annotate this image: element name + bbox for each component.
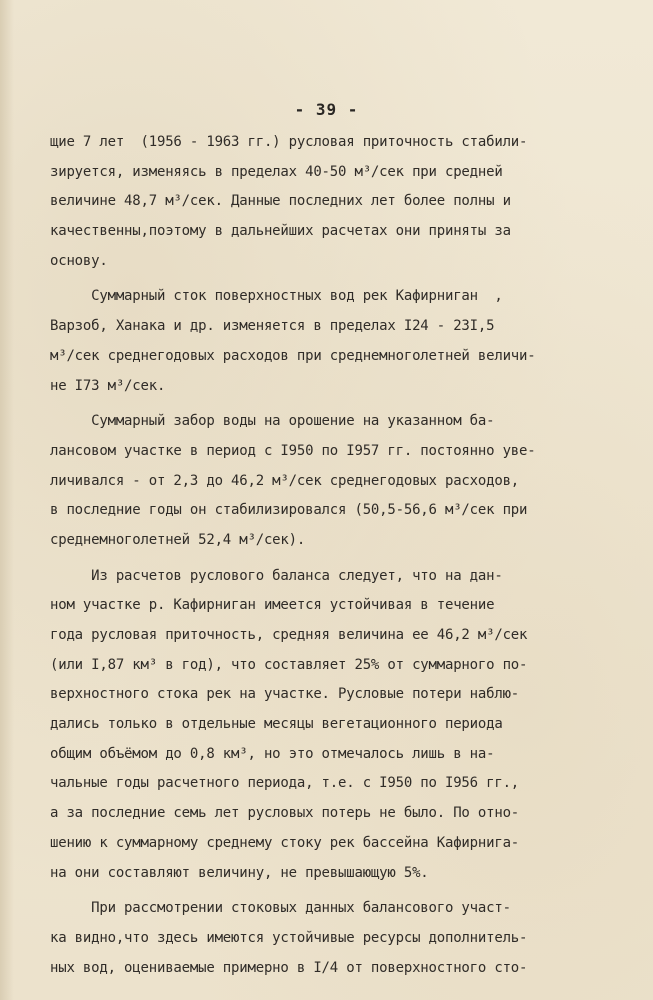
text-line: на они составляют величину, не превышающую 5%. [50, 864, 429, 881]
text-line: Варзоб, Ханака и др. изменяется в пределах I24 - 23I,5 [50, 318, 495, 335]
body-text [50, 128, 590, 983]
text-line: Суммарный сток поверхностных вод рек Кафирниган , [50, 288, 503, 305]
text-line: щие 7 лет (1956 - 1963 гг.) русловая приточность стабили- [50, 134, 528, 150]
text-line: ка видно,что здесь имеются устойчивые ресурсы дополнитель- [50, 929, 528, 946]
page-number: - 39 - [294, 100, 359, 119]
text-line: личивался - от 2,3 до 46,2 м³/сек среднегодовых расходов, [50, 472, 520, 489]
text-line: ных вод, оцениваемые примерно в I/4 от поверхностного сто- [50, 959, 528, 976]
text-line: года русловая приточность, средняя величина ее 46,2 м³/сек [50, 627, 528, 643]
text-line: Суммарный забор воды на орошение на указанном ба- [50, 413, 495, 430]
text-line: общим объёмом до 0,8 км³, но это отмечалось лишь в на- [50, 745, 495, 762]
text-line: м³/сек среднегодовых расходов при среднемноголетней величи- [50, 347, 536, 364]
text-line: ном участке р. Кафирниган имеется устойчивая в течение [50, 597, 495, 614]
text-line: Из расчетов руслового баланса следует, что на дан- [50, 567, 503, 584]
text-line: лансовом участке в период с I950 по I957 гг. постоянно увe- [50, 442, 536, 459]
text-line: среднемноголетней 52,4 м³/сек). [50, 531, 306, 548]
text-line: шению к суммарному среднему стоку рек бассейна Кафирнига- [50, 834, 520, 851]
text-line: (или I,87 км³ в год), что составляет 25% от суммарного по- [50, 656, 528, 673]
text-line: качественны,поэтому в дальнейших расчетах они приняты за [50, 223, 511, 240]
text-line: чальные годы расчетного периода, т.е. с I950 по I956 гг., [50, 775, 520, 792]
text-line: При рассмотрении стоковых данных балансового участ- [50, 900, 511, 917]
text-line: а за последние семь лет русловых потерь не было. По отно- [50, 805, 520, 822]
text-line: величине 48,7 м³/сек. Данные последних лет более полны и [50, 193, 511, 210]
text-line: верхностного стока рек на участке. Русловые потери наблю- [50, 686, 520, 703]
text-line: зируется, изменяясь в пределах 40-50 м³/сек при средней [50, 163, 503, 180]
binding-edge [0, 0, 14, 1000]
text-line: основу. [50, 252, 108, 269]
text-line: дались только в отдельные месяцы вегетационного периода [50, 716, 503, 733]
text-line: в последние годы он стабилизировался (50,5-56,6 м³/сек при [50, 502, 528, 519]
text-line: не I73 м³/сек. [50, 377, 166, 394]
